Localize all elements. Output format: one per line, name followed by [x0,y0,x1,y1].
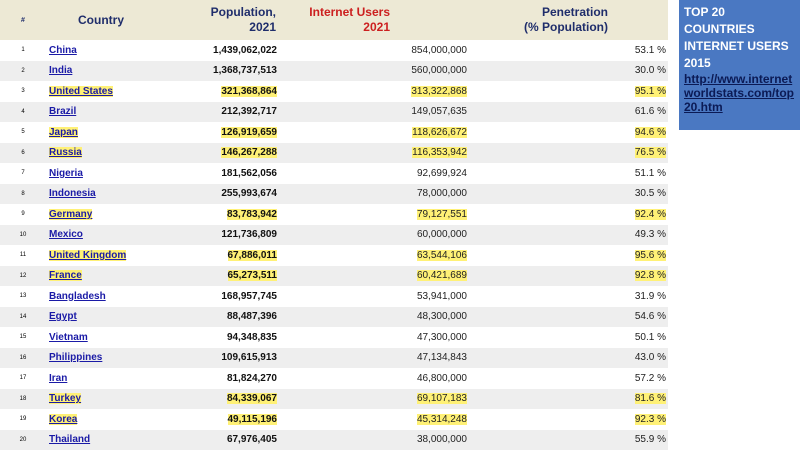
population-cell-container [158,348,280,369]
population-cell: 168,957,745 [221,290,277,302]
rank-cell: 6 [21,149,25,156]
penetration-cell-container [470,245,668,266]
country-link[interactable]: Thailand [49,434,91,446]
penetration-cell: 51.1 % [634,167,666,179]
table-row [0,389,668,410]
internet-users-cell-container [280,122,470,143]
header-penetration-line2: (% Population) [524,20,608,34]
penetration-cell-container [470,81,668,102]
country-link-container[interactable] [46,245,158,266]
internet-users-cell-container [280,184,470,205]
population-cell-container [158,102,280,123]
table-row [0,40,668,61]
country-link-container[interactable] [46,286,158,307]
population-cell: 65,273,511 [227,270,277,282]
internet-users-cell-container [280,61,470,82]
population-cell: 88,487,396 [226,311,277,323]
table-row [0,245,668,266]
internet-users-cell: 47,300,000 [416,331,467,343]
country-link[interactable]: Korea [49,413,78,425]
country-link[interactable]: Russia [49,147,82,159]
population-cell-container [158,266,280,287]
table-row [0,204,668,225]
rank-cell: 10 [19,231,27,238]
population-cell: 181,562,056 [221,167,277,179]
table-row [0,163,668,184]
table-row [0,102,668,123]
table-row [0,286,668,307]
population-cell: 49,115,196 [227,413,277,425]
internet-users-cell-container [280,409,470,430]
country-link-container[interactable] [46,430,158,450]
internet-users-cell: 45,314,248 [416,413,467,425]
country-link-container[interactable] [46,368,158,389]
internet-users-cell: 78,000,000 [416,188,467,200]
penetration-cell: 61.6 % [634,106,666,118]
internet-users-cell-container [280,327,470,348]
table-row [0,409,668,430]
rank-cell: 3 [21,88,25,95]
header-users-line1: Internet Users [309,5,390,19]
table-row [0,266,668,287]
internet-users-cell: 47,134,843 [416,352,467,364]
population-cell-container [158,368,280,389]
table-row [0,143,668,164]
population-cell: 67,886,011 [227,249,277,261]
population-cell-container [158,286,280,307]
header-internet-users [280,0,470,40]
population-cell: 121,736,809 [221,229,277,241]
country-link[interactable]: United States [49,85,113,97]
population-cell: 1,439,062,022 [213,44,277,56]
country-link-container[interactable] [46,81,158,102]
header-population-line1: Population, [210,5,276,19]
header-population-line2: 2021 [249,20,276,34]
rank-cell: 18 [19,395,27,402]
penetration-cell: 92.8 % [634,270,666,282]
penetration-cell: 30.5 % [634,188,666,200]
internet-users-cell: 560,000,000 [411,65,467,77]
country-link-container[interactable] [46,102,158,123]
country-link-container[interactable] [46,409,158,430]
rank-cell: 14 [19,313,27,320]
population-cell-container [158,225,280,246]
population-cell: 83,783,942 [226,208,277,220]
table-row [0,61,668,82]
internet-users-cell: 63,544,106 [416,249,467,261]
penetration-cell-container [470,368,668,389]
internet-users-cell-container [280,307,470,328]
country-link-container[interactable] [46,61,158,82]
population-cell-container [158,389,280,410]
population-cell-container [158,184,280,205]
rank-cell: 4 [21,108,25,115]
penetration-cell-container [470,40,668,61]
penetration-cell-container [470,204,668,225]
rank-cell: 9 [21,211,25,218]
penetration-cell: 30.0 % [634,65,666,77]
country-link-container[interactable] [46,389,158,410]
header-row [0,0,668,40]
internet-users-cell-container [280,204,470,225]
country-link-container[interactable] [46,163,158,184]
internet-users-cell-container [280,430,470,450]
population-cell-container [158,327,280,348]
penetration-cell-container [470,163,668,184]
population-cell-container [158,143,280,164]
rank-cell: 11 [19,252,27,259]
country-link-container[interactable] [46,327,158,348]
rank-cell: 19 [19,416,27,423]
internet-users-cell-container [280,225,470,246]
rank-cell: 16 [19,354,27,361]
population-cell: 255,993,674 [221,188,277,200]
penetration-cell-container [470,61,668,82]
country-link[interactable]: France [49,270,82,282]
country-link[interactable]: Brazil [49,106,77,118]
penetration-cell: 94.6 % [634,126,666,138]
rank-cell: 7 [21,170,25,177]
header-penetration-line1: Penetration [541,5,608,19]
population-cell-container [158,204,280,225]
internet-users-cell: 53,941,000 [416,290,467,302]
penetration-cell: 50.1 % [634,331,666,343]
side-note-title-line3: INTERNET USERS [684,39,789,53]
internet-users-cell: 46,800,000 [416,372,467,384]
table-row [0,368,668,389]
population-cell: 94,348,835 [226,331,277,343]
country-link-container[interactable] [46,122,158,143]
internet-users-cell: 60,000,000 [416,229,467,241]
table-row [0,122,668,143]
population-cell-container [158,409,280,430]
penetration-cell-container [470,430,668,450]
rank-cell: 1 [21,47,25,54]
population-cell: 321,368,864 [221,85,277,97]
penetration-cell: 92.3 % [634,413,666,425]
table-header [0,0,668,40]
internet-users-cell: 48,300,000 [416,311,467,323]
penetration-cell: 92.4 % [634,208,666,220]
penetration-cell-container [470,122,668,143]
country-link-container[interactable] [46,307,158,328]
table-row [0,348,668,369]
penetration-cell-container [470,348,668,369]
table-row [0,225,668,246]
country-link[interactable]: Turkey [49,393,82,405]
country-link[interactable]: Vietnam [49,331,88,343]
header-users-line2: 2021 [363,20,390,34]
penetration-cell: 57.2 % [634,372,666,384]
side-note-panel [679,0,800,130]
country-link[interactable]: India [49,65,73,77]
header-population [158,0,280,40]
side-note-title-line1: TOP 20 [684,5,725,19]
penetration-cell: 81.6 % [634,393,666,405]
population-cell-container [158,307,280,328]
table-row [0,307,668,328]
rank-cell: 8 [21,190,25,197]
penetration-cell: 43.0 % [634,352,666,364]
internet-users-cell: 118,626,672 [412,126,467,138]
population-cell-container [158,245,280,266]
table-row [0,184,668,205]
population-cell-container [158,61,280,82]
population-cell: 212,392,717 [221,106,277,118]
country-link[interactable]: United Kingdom [49,249,127,261]
penetration-cell-container [470,143,668,164]
country-link-container[interactable] [46,143,158,164]
population-cell-container [158,122,280,143]
population-cell: 81,824,270 [226,372,277,384]
country-link-container[interactable] [46,40,158,61]
country-link-container[interactable] [46,184,158,205]
internet-users-cell-container [280,163,470,184]
table-row [0,430,668,450]
rank-cell: 15 [19,334,27,341]
internet-users-cell-container [280,389,470,410]
country-link[interactable]: Japan [49,126,78,138]
penetration-cell-container [470,102,668,123]
country-link[interactable]: Egypt [49,311,77,323]
internet-users-cell: 854,000,000 [411,44,467,56]
internet-users-cell: 69,107,183 [416,393,467,405]
table-body [0,40,668,450]
internet-users-cell-container [280,245,470,266]
penetration-cell-container [470,307,668,328]
population-cell-container [158,40,280,61]
country-link[interactable]: Nigeria [49,167,83,179]
penetration-cell-container [470,225,668,246]
header-penetration [470,0,668,40]
internet-users-cell-container [280,348,470,369]
internet-users-cell: 149,057,635 [411,106,467,118]
internet-users-cell-container [280,266,470,287]
country-link[interactable]: Iran [49,372,68,384]
internet-users-cell: 92,699,924 [416,167,467,179]
internet-users-cell: 38,000,000 [416,434,467,446]
rank-cell: 2 [21,67,25,74]
rank-cell: 17 [19,375,27,382]
side-note-title-line2: COUNTRIES [684,22,755,36]
penetration-cell-container [470,184,668,205]
rank-cell: 12 [19,272,27,279]
penetration-cell-container [470,389,668,410]
header-country: Country [78,12,124,27]
population-cell: 146,267,288 [221,147,277,159]
table-row [0,81,668,102]
penetration-cell: 55.9 % [634,434,666,446]
country-link[interactable]: China [49,44,77,56]
population-cell: 84,339,067 [226,393,277,405]
internet-users-cell-container [280,286,470,307]
country-link-container[interactable] [46,204,158,225]
population-cell: 1,368,737,513 [213,65,277,77]
penetration-cell: 95.6 % [634,249,666,261]
country-link[interactable]: Philippines [49,352,103,364]
side-note-title-line4: 2015 [684,56,711,70]
internet-users-cell: 116,353,942 [412,147,467,159]
penetration-cell-container [470,409,668,430]
internet-users-cell: 60,421,689 [416,270,467,282]
penetration-cell: 53.1 % [634,44,666,56]
internet-users-cell-container [280,40,470,61]
internet-users-cell: 313,322,868 [411,85,467,97]
population-cell-container [158,430,280,450]
country-link[interactable]: Bangladesh [49,290,106,302]
country-link-container[interactable] [46,225,158,246]
penetration-cell: 76.5 % [634,147,666,159]
penetration-cell: 31.9 % [634,290,666,302]
source-link[interactable]: http://www.internetworldstats.com/top20.htm [684,72,795,114]
population-cell: 67,976,405 [226,434,277,446]
rank-cell: 20 [19,436,27,443]
country-link-container[interactable] [46,266,158,287]
internet-users-cell: 79,127,551 [416,208,467,220]
header-rank: # [21,16,25,24]
population-cell-container [158,163,280,184]
population-cell: 109,615,913 [221,352,277,364]
internet-users-cell-container [280,143,470,164]
population-cell-container [158,81,280,102]
penetration-cell: 95.1 % [634,85,666,97]
internet-users-cell-container [280,368,470,389]
rank-cell: 13 [19,293,27,300]
penetration-cell-container [470,286,668,307]
country-link-container[interactable] [46,348,158,369]
penetration-cell-container [470,327,668,348]
penetration-cell: 49.3 % [634,229,666,241]
country-link[interactable]: Mexico [49,229,83,241]
penetration-cell: 54.6 % [634,311,666,323]
internet-users-cell-container [280,102,470,123]
population-cell: 126,919,659 [221,126,277,138]
table-row [0,327,668,348]
penetration-cell-container [470,266,668,287]
country-link[interactable]: Germany [49,208,93,220]
country-link[interactable]: Indonesia [49,188,96,200]
rank-cell: 5 [21,129,25,136]
internet-users-cell-container [280,81,470,102]
